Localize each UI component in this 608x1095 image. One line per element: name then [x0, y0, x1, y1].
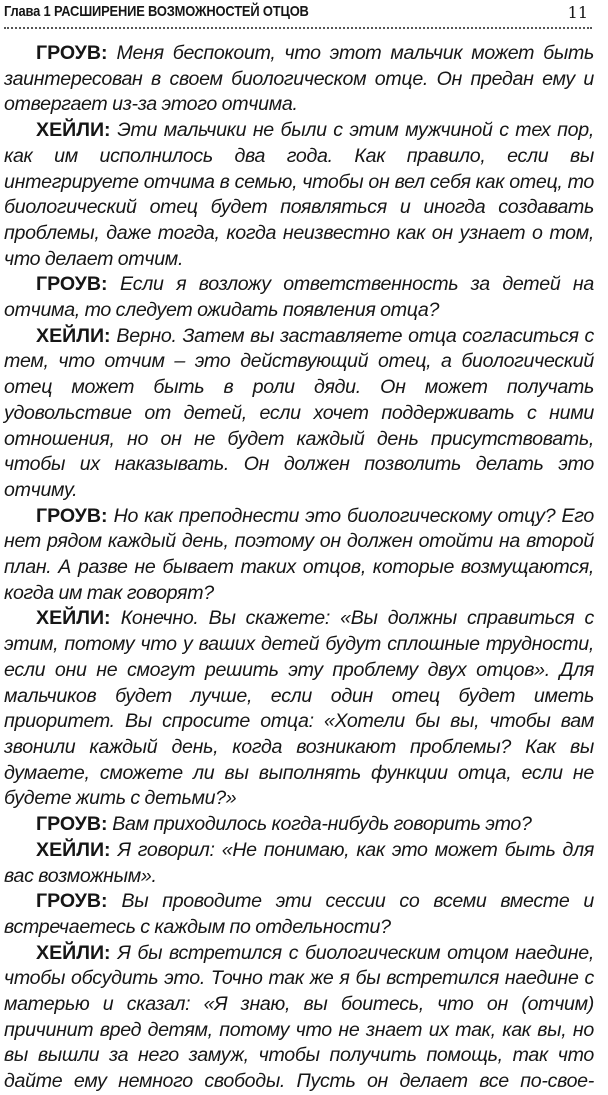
dialogue-text: Я говорил: «Не понимаю, как это может быть для вас возможным».: [4, 838, 594, 887]
header-divider: [4, 27, 592, 29]
dialogue-paragraph: [4, 606, 594, 812]
speaker-label: ХЕЙЛИ:: [36, 324, 111, 347]
page-number: 11: [567, 3, 588, 22]
dialogue-text: Эти мальчики не были с этим мужчиной с тех пор, как им исполнилось два года. Как правило, если вы интегрируете отчима в семью, чтобы он вел себя как отец, то биологический отец будет появляться и иногда создавать проблемы, даже тогда, когда неизвестно как он узнает о том, что делает отчим.: [4, 119, 594, 270]
speaker-label: ХЕЙЛИ:: [36, 838, 111, 861]
dialogue-paragraph: [4, 272, 594, 323]
speaker-label: ГРОУВ:: [36, 42, 108, 64]
dialogue-text: Верно. Затем вы заставляете отца согласиться с тем, что отчим – это действующий отец, а биологический отец может быть в роли дяди. Он может получать удовольствие от детей, если хочет поддерживать с ними отношения, но он не будет каждый день присутствовать, чтобы их наказывать. Он должен позволить делать это отчиму.: [4, 324, 594, 501]
dialogue-text: Я бы встретился с биологическим отцом наедине, чтобы обсудить это. Точно так же я бы встретился наедине с матерью и сказал: «Я знаю, вы боитесь, что он (отчим) причинит вред детям, потому что не знает их так, как вы, но вы вышли за него замуж, чтобы получить помощь, так что дайте ему немного свободы. Пусть он делает все по-свое-: [4, 941, 594, 1093]
speaker-label: ХЕЙЛИ:: [36, 119, 111, 142]
speaker-label: ХЕЙЛИ:: [36, 941, 111, 964]
dialogue-paragraph: [4, 118, 594, 272]
speaker-label: ГРОУВ:: [36, 890, 108, 913]
dialogue-paragraph: [4, 812, 594, 838]
speaker-label: ХЕЙЛИ:: [36, 607, 111, 630]
chapter-title: Глава 1 РАСШИРЕНИЕ ВОЗМОЖНОСТЕЙ ОТЦОВ: [4, 3, 309, 20]
dialogue-body: [4, 41, 594, 1095]
dialogue-text: Если я возложу ответственность за детей на отчима, то следует ожидать появления отца?: [4, 273, 594, 322]
dialogue-paragraph: [4, 838, 594, 889]
dialogue-text: Вам приходилось когда-нибудь говорить это?: [112, 813, 532, 836]
dialogue-text: Меня беспокоит, что этот мальчик может быть заинтересован в своем биологическом отце. Он предан ему и отвергает из-за этого отчима.: [4, 42, 594, 116]
dialogue-paragraph: [4, 324, 594, 504]
speaker-label: ГРОУВ:: [36, 273, 108, 296]
running-header: [4, 2, 588, 26]
dialogue-text: Но как преподнести это биологическому отцу? Его нет рядом каждый день, поэтому он должен отойти на второй план. А разве не бывает таких отцов, которые возмущаются, когда им так говорят?: [4, 504, 594, 604]
speaker-label: ГРОУВ:: [36, 504, 108, 527]
dialogue-paragraph: [4, 889, 594, 940]
dialogue-text: Конечно. Вы скажете: «Вы должны справиться с этим, потому что у ваших детей будут сплошные трудности, если они не смогут решить эту проблему двух отцов». Для мальчиков будет лучше, если один отец будет иметь приоритет. Вы спросите отца: «Хотели бы вы, чтобы вам звонили каждый день, когда возникают проблемы? Как вы думаете, сможете ли вы выполнять функции отца, если не будете жить с детьми?»: [4, 607, 594, 810]
dialogue-text: Вы проводите эти сессии со всеми вместе и встречаетесь с каждым по отдельности?: [4, 890, 594, 938]
dialogue-paragraph: [4, 504, 594, 607]
dialogue-paragraph: [4, 41, 594, 118]
dialogue-paragraph: [4, 941, 594, 1095]
speaker-label: ГРОУВ:: [36, 813, 108, 836]
